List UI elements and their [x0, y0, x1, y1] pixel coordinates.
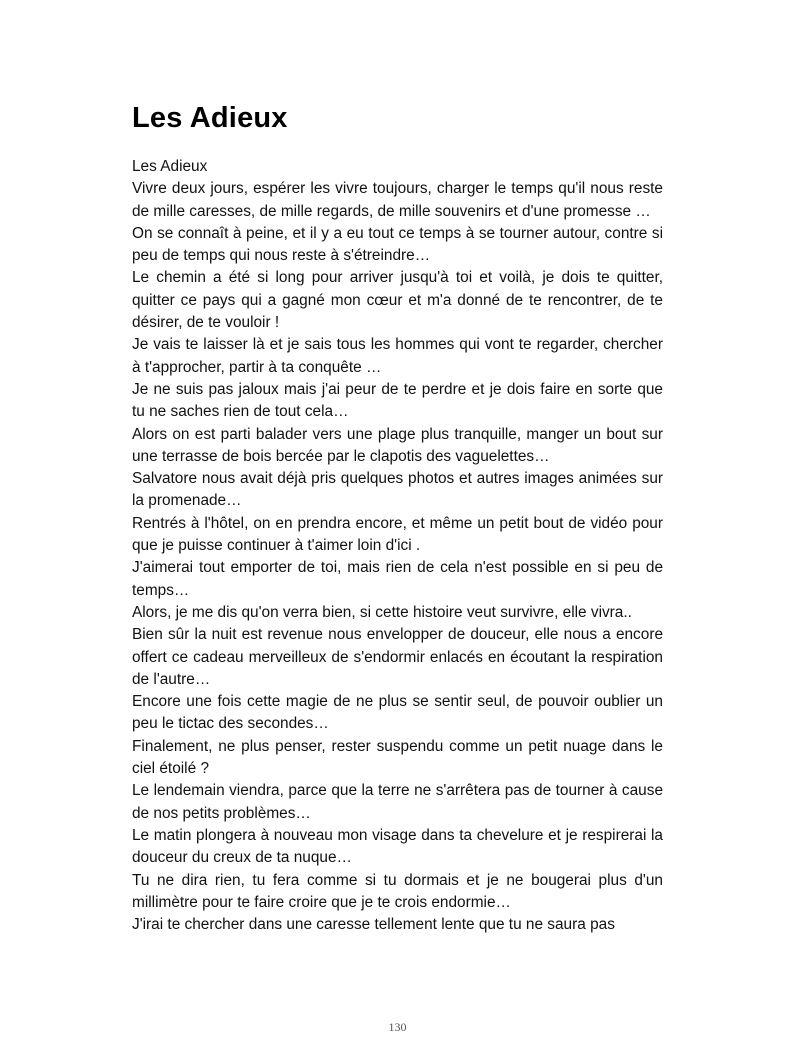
- paragraph: Le lendemain viendra, parce que la terre ne s'arrêtera pas de tourner à cause de nos petits problèmes…: [132, 782, 663, 822]
- page-number: 130: [388, 1020, 407, 1034]
- paragraph: Les Adieux: [132, 158, 208, 175]
- paragraph: J'irai te chercher dans une caresse tellement lente que tu ne saura pas: [132, 916, 615, 934]
- paragraph: Encore une fois cette magie de ne plus se sentir seul, de pouvoir oublier un peu le tictac des secondes…: [132, 693, 663, 733]
- body-text: [132, 156, 663, 936]
- paragraph: Le chemin a été si long pour arriver jusqu'à toi et voilà, je dois te quitter, quitter ce pays qui a gagné mon cœur et m'a donné de te rencontrer, de te désirer, de te vouloir !: [132, 269, 663, 332]
- paragraph: Je vais te laisser là et je sais tous les hommes qui vont te regarder, chercher à t'approcher, partir à ta conquête …: [132, 336, 663, 376]
- paragraph: Alors, je me dis qu'on verra bien, si cette histoire veut survivre, elle vivra..: [132, 603, 632, 621]
- paragraph: Bien sûr la nuit est revenue nous envelopper de douceur, elle nous a encore offert ce cadeau merveilleux de s'endormir enlacés en écoutant la respiration de l'autre…: [132, 626, 663, 688]
- paragraph: Vivre deux jours, espérer les vivre toujours, charger le temps qu'il nous reste de mille caresses, de mille regards, de mille souvenirs et d'une promesse …: [132, 180, 663, 220]
- paragraph: Je ne suis pas jaloux mais j'ai peur de te perdre et je dois faire en sorte que tu ne saches rien de tout cela…: [132, 380, 663, 421]
- paragraph: Le matin plongera à nouveau mon visage dans ta chevelure et je respirerai la douceur du creux de ta nuque…: [132, 826, 663, 867]
- paragraph: Salvatore nous avait déjà pris quelques photos et autres images animées sur la promenade…: [132, 470, 663, 510]
- paragraph: On se connaît à peine, et il y a eu tout ce temps à se tourner autour, contre si peu de temps qui nous reste à s'étreindre…: [132, 224, 663, 265]
- paragraph: Finalement, ne plus penser, rester suspendu comme un petit nuage dans le ciel étoilé ?: [132, 737, 663, 778]
- page-title: Les Adieux: [132, 102, 288, 134]
- paragraph: J'aimerai tout emporter de toi, mais rien de cela n'est possible en si peu de temps…: [132, 559, 663, 599]
- paragraph: Alors on est parti balader vers une plage plus tranquille, manger un bout sur une terrasse de bois bercée par le clapotis des vaguelettes…: [132, 425, 663, 465]
- paragraph: Tu ne dira rien, tu fera comme si tu dormais et je ne bougerai plus d'un millimètre pour te faire croire que je te crois endormie…: [132, 871, 663, 911]
- paragraph: Rentrés à l'hôtel, on en prendra encore, et même un petit bout de vidéo pour que je puisse continuer à t'aimer loin d'ici .: [132, 514, 663, 555]
